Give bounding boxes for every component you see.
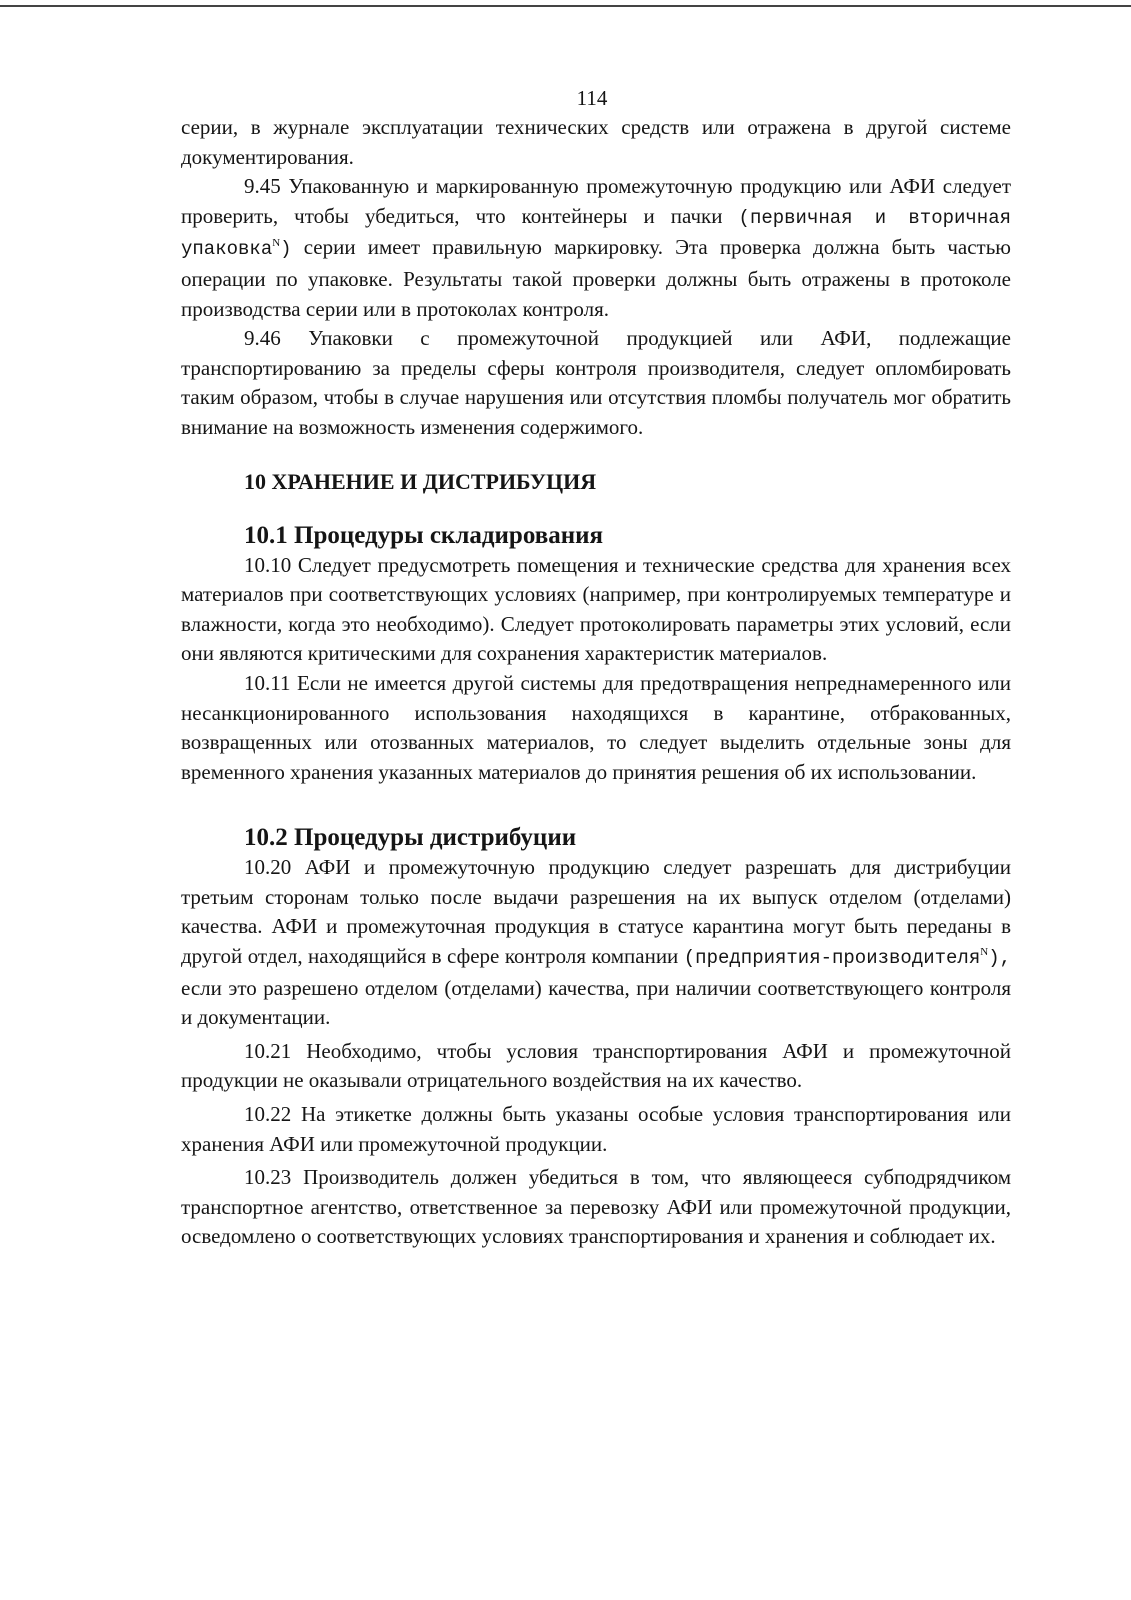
paragraph-9-45-mono-close: ): [280, 238, 292, 261]
paragraph-9-45-text-start: 9.45 Упакованную и маркированную промежуточную продукцию или АФИ следует проверить, чтобы убедиться, что контейнеры и пачки: [181, 174, 1011, 228]
paragraph-9-46: 9.46 Упаковки с промежуточной продукцией или АФИ, подлежащие транспортированию за пределы сферы контроля производителя, следует опломбировать таким образом, чтобы в случае нарушения или отсутствия пломбы получатель мог обратить внимание на возможность изменения содержимого.: [181, 326, 1011, 439]
paragraph-10-20-mono-close: ),: [988, 947, 1011, 970]
subsection-heading-10-1: 10.1 Процедуры складирования: [244, 521, 604, 549]
top-border-line: [0, 5, 1131, 7]
footnote-marker: N: [980, 946, 989, 959]
paragraph-continuation: серии, в журнале эксплуатации технических средств или отражена в другой системе документирования.: [181, 115, 1011, 169]
paragraph-10-11: 10.11 Если не имеется другой системы для предотвращения непреднамеренного или несанкционированного использования находящихся в карантине, отбракованных, возвращенных или отозванных материалов, то следует выделить отдельные зоны для временного хранения указанных материалов до принятия решения об их использовании.: [181, 670, 1011, 784]
paragraph-10-22: 10.22 На этикетке должны быть указаны особые условия транспортирования или хранения АФИ или промежуточной продукции.: [181, 1102, 1011, 1156]
page-number: 114: [576, 86, 608, 110]
paragraph-10-20-text-end: если это разрешено отделом (отделами) качества, при наличии соответствующего контроля и документации.: [181, 975, 1011, 1030]
paragraph-9-45-text-end: серии имеет правильную маркировку. Эта проверка должна быть частью операции по упаковке. Результаты такой проверки должны быть отражены в протоколе производства серии или в протоколах контроля.: [181, 235, 1011, 321]
paragraph-9-45-mono-text: (первичная и вторичная упаковка: [181, 206, 1012, 261]
paragraph-9-45: [181, 172, 1011, 324]
document-page: [181, 86, 1011, 1252]
paragraph-10-20: [181, 853, 1011, 1033]
paragraph-10-23: 10.23 Производитель должен убедиться в том, что являющееся субподрядчиком транспортное агентство, ответственное за перевозку АФИ или промежуточной продукции, осведомлено о соответствующих условиях транспортирования и хранения и соблюдает их.: [181, 1165, 1011, 1249]
footnote-marker: N: [272, 237, 281, 250]
subsection-heading-10-2: 10.2 Процедуры дистрибуции: [244, 824, 577, 852]
paragraph-10-10: 10.10 Следует предусмотреть помещения и технические средства для хранения всех материалов при соответствующих условиях (например, при контролируемых температуре и влажности, когда это необходимо). Следует протоколировать параметры этих условий, если они являются критическими для сохранения характеристик материалов.: [181, 552, 1011, 666]
paragraph-10-21: 10.21 Необходимо, чтобы условия транспортирования АФИ и промежуточной продукции не оказывали отрицательного воздействия на их качество.: [181, 1038, 1011, 1093]
paragraph-10-20-text-start: 10.20 АФИ и промежуточную продукцию следует разрешать для дистрибуции третьим сторонам только после выдачи разрешения на их выпуск отделом (отделами) качества. АФИ и промежуточная продукция в статусе карантина могут быть переданы в другой отдел, находящийся в сфере контроля компании: [181, 855, 1011, 969]
section-heading-10: 10 ХРАНЕНИЕ И ДИСТРИБУЦИЯ: [244, 468, 597, 494]
paragraph-10-20-mono-text: (предприятия-производителя: [683, 947, 981, 970]
